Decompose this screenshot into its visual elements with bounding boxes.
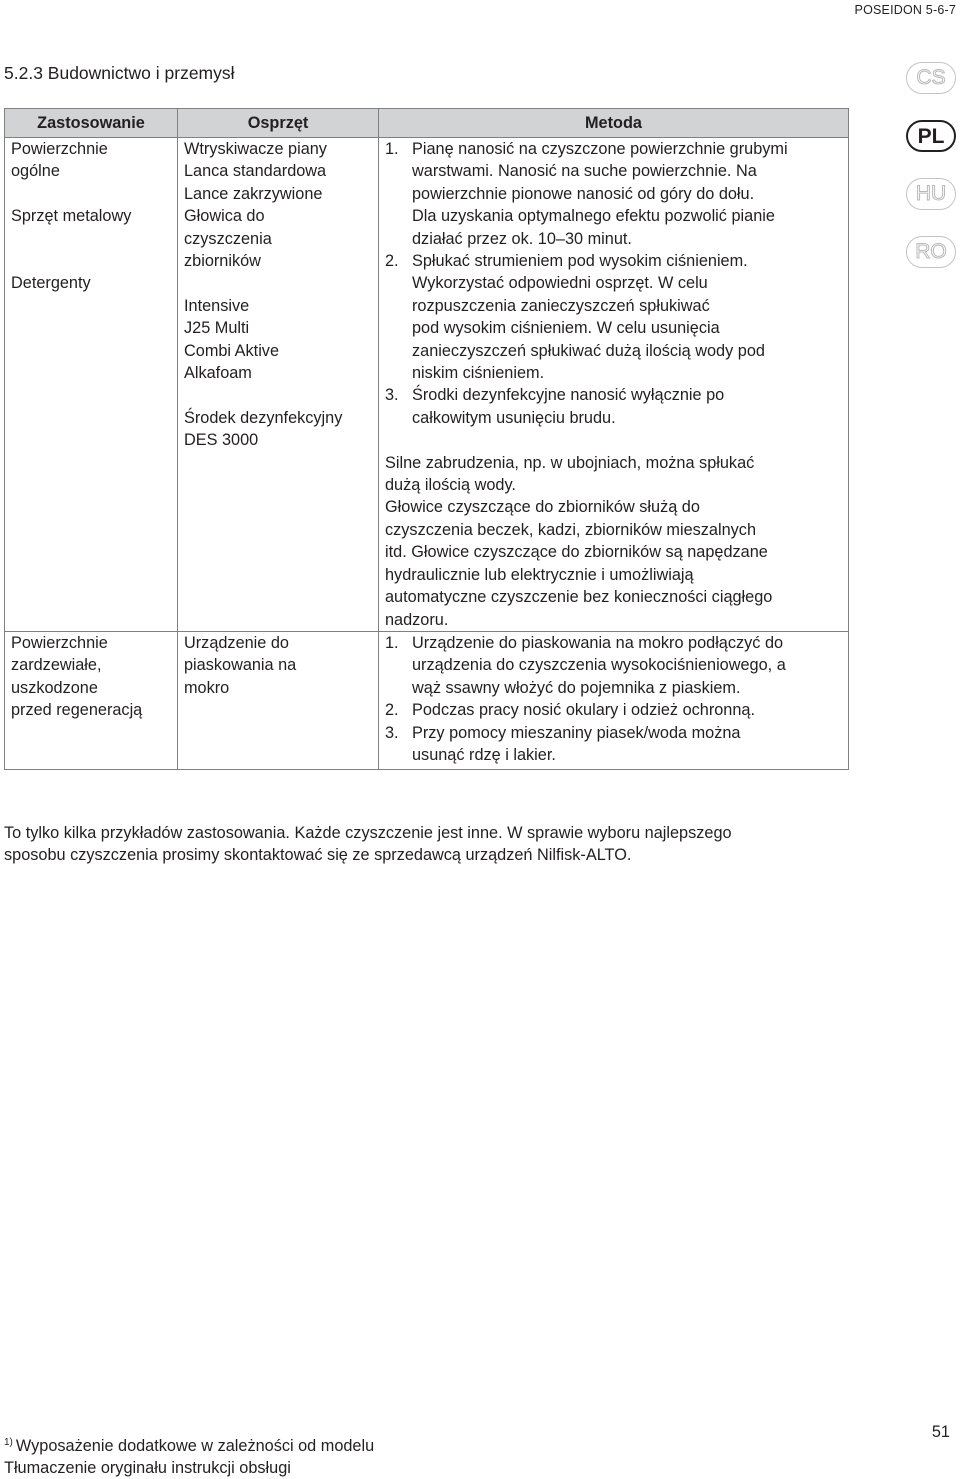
- text-line: Podczas pracy nosić okulary i odzież ochronną.: [412, 701, 755, 720]
- text-line: Dla uzyskania optymalnego efektu pozwolić pianie: [412, 207, 775, 226]
- text-line: Pianę nanosić na czyszczone powierzchnie grubymi: [412, 140, 788, 158]
- text-line: pod wysokim ciśnieniem. W celu usunięcia: [412, 319, 720, 338]
- text-line: działać przez ok. 10–30 minut.: [412, 229, 632, 248]
- text-line: wąż ssawny włożyć do pojemnika z piaskiem.: [412, 678, 741, 697]
- text-line: Alkafoam: [184, 364, 252, 383]
- text-line: ogólne: [11, 162, 60, 181]
- text-line: warstwami. Nanosić na suche powierzchnie. Na: [412, 162, 757, 181]
- text-line: J25 Multi: [184, 319, 250, 338]
- text-line: Powierzchnie: [11, 633, 108, 652]
- text-line: piaskowania na: [184, 656, 297, 675]
- text-line: Głowica do: [184, 207, 265, 226]
- cell-osprzet: [178, 138, 379, 632]
- text-line: czyszczenia beczek, kadzi, zbiorników mieszalnych: [385, 520, 756, 539]
- method-steps: [385, 138, 842, 429]
- text-line: itd. Głowice czyszczące do zbiorników są napędzane: [385, 543, 768, 562]
- footnote: [4, 1432, 374, 1479]
- text-line: Lance zakrzywione: [184, 184, 323, 203]
- footnote-mark: 1): [4, 1437, 13, 1448]
- text-line: sposobu czyszczenia prosimy skontaktować się ze sprzedawcą urządzeń Nilfisk-ALTO.: [4, 846, 632, 865]
- applications-table: [4, 108, 849, 770]
- text-line: czyszczenia: [184, 229, 272, 248]
- text-line: Combi Aktive: [184, 341, 280, 360]
- footnote-text: Wyposażenie dodatkowe w zależności od modelu: [15, 1437, 375, 1455]
- text-line: To tylko kilka przykładów zastosowania. Każde czyszczenie jest inne. W sprawie wyboru najlepszego: [4, 824, 732, 842]
- cell-zastosowanie: [5, 631, 178, 769]
- step-number: 1.: [385, 633, 399, 652]
- method-step: [385, 138, 842, 250]
- language-tab-pl[interactable]: PL: [906, 120, 956, 152]
- language-tabs: [906, 62, 958, 294]
- translation-note: Tłumaczenie oryginału instrukcji obsługi: [4, 1459, 291, 1477]
- method-step: [385, 250, 842, 384]
- header-metoda: Metoda: [379, 109, 849, 138]
- text-line: zardzewiałe,: [11, 656, 102, 675]
- text-line: powierzchnie pionowe nanosić od góry do dołu.: [412, 184, 755, 203]
- note-paragraph: [4, 822, 732, 867]
- text-line: usunąć rdzę i lakier.: [412, 745, 556, 764]
- text-line: zbiorników: [184, 252, 261, 271]
- text-line: przed regeneracją: [11, 701, 143, 720]
- text-line: nadzoru.: [385, 610, 449, 629]
- text-line: Powierzchnie: [11, 140, 108, 158]
- text-line: DES 3000: [184, 431, 259, 450]
- page-number: 51: [931, 1423, 950, 1441]
- method-step: [385, 384, 842, 429]
- cell-metoda: [379, 138, 849, 632]
- header-osprzet: Osprzęt: [178, 109, 379, 138]
- text-line: zanieczyszczeń spłukiwać dużą ilością wody pod: [412, 341, 765, 360]
- text-line: Silne zabrudzenia, np. w ubojniach, można spłukać: [385, 453, 755, 472]
- text-line: hydraulicznie lub elektrycznie i umożliwiają: [385, 565, 694, 584]
- text-line: Detergenty: [11, 274, 91, 293]
- step-number: 2.: [385, 701, 399, 720]
- table-header-row: [5, 109, 849, 138]
- text-line: mokro: [184, 678, 230, 697]
- text-line: Intensive: [184, 296, 250, 315]
- table-row: [5, 631, 849, 769]
- step-number: 1.: [385, 140, 399, 158]
- text-line: rozpuszczenia zanieczyszczeń spłukiwać: [412, 296, 710, 315]
- table-row: [5, 138, 849, 632]
- text-line: dużą ilością wody.: [385, 476, 516, 495]
- method-step: [385, 632, 842, 699]
- language-tab-cs[interactable]: CS: [906, 62, 956, 94]
- text-line: Urządzenie do piaskowania na mokro podłączyć do: [412, 633, 784, 652]
- header-zastosowanie: Zastosowanie: [5, 109, 178, 138]
- text-line: Głowice czyszczące do zbiorników służą do: [385, 498, 700, 517]
- text-line: urządzenia do czyszczenia wysokociśnieniowego, a: [412, 656, 786, 675]
- step-number: 3.: [385, 723, 399, 742]
- text-line: Środek dezynfekcyjny: [184, 408, 343, 427]
- text-line: Spłukać strumieniem pod wysokim ciśnieniem.: [412, 252, 748, 271]
- cell-osprzet: [178, 631, 379, 769]
- text-line: Środki dezynfekcyjne nanosić wyłącznie po: [412, 386, 725, 405]
- text-line: Wykorzystać odpowiedni osprzęt. W celu: [412, 274, 708, 293]
- method-notes: [385, 452, 842, 631]
- text-line: niskim ciśnieniem.: [412, 364, 545, 383]
- cell-zastosowanie: [5, 138, 178, 632]
- language-tab-hu[interactable]: HU: [906, 178, 956, 210]
- text-line: Urządzenie do: [184, 633, 289, 652]
- cell-metoda: [379, 631, 849, 769]
- text-line: automatyczne czyszczenie bez konieczności ciągłego: [385, 588, 773, 607]
- language-tab-ro[interactable]: RO: [906, 236, 956, 268]
- text-line: Przy pomocy mieszaniny piasek/woda można: [412, 723, 741, 742]
- text-line: całkowitym usunięciu brudu.: [412, 408, 616, 427]
- product-header: POSEIDON 5-6-7: [854, 3, 956, 17]
- text-line: Wtryskiwacze piany: [184, 140, 327, 158]
- method-steps: [385, 632, 842, 766]
- text-line: Sprzęt metalowy: [11, 207, 132, 226]
- text-line: Lanca standardowa: [184, 162, 327, 181]
- text-line: uszkodzone: [11, 678, 98, 697]
- method-step: [385, 699, 842, 721]
- section-title: 5.2.3 Budownictwo i przemysł: [4, 63, 235, 83]
- step-number: 2.: [385, 252, 399, 271]
- method-step: [385, 722, 842, 767]
- step-number: 3.: [385, 386, 399, 405]
